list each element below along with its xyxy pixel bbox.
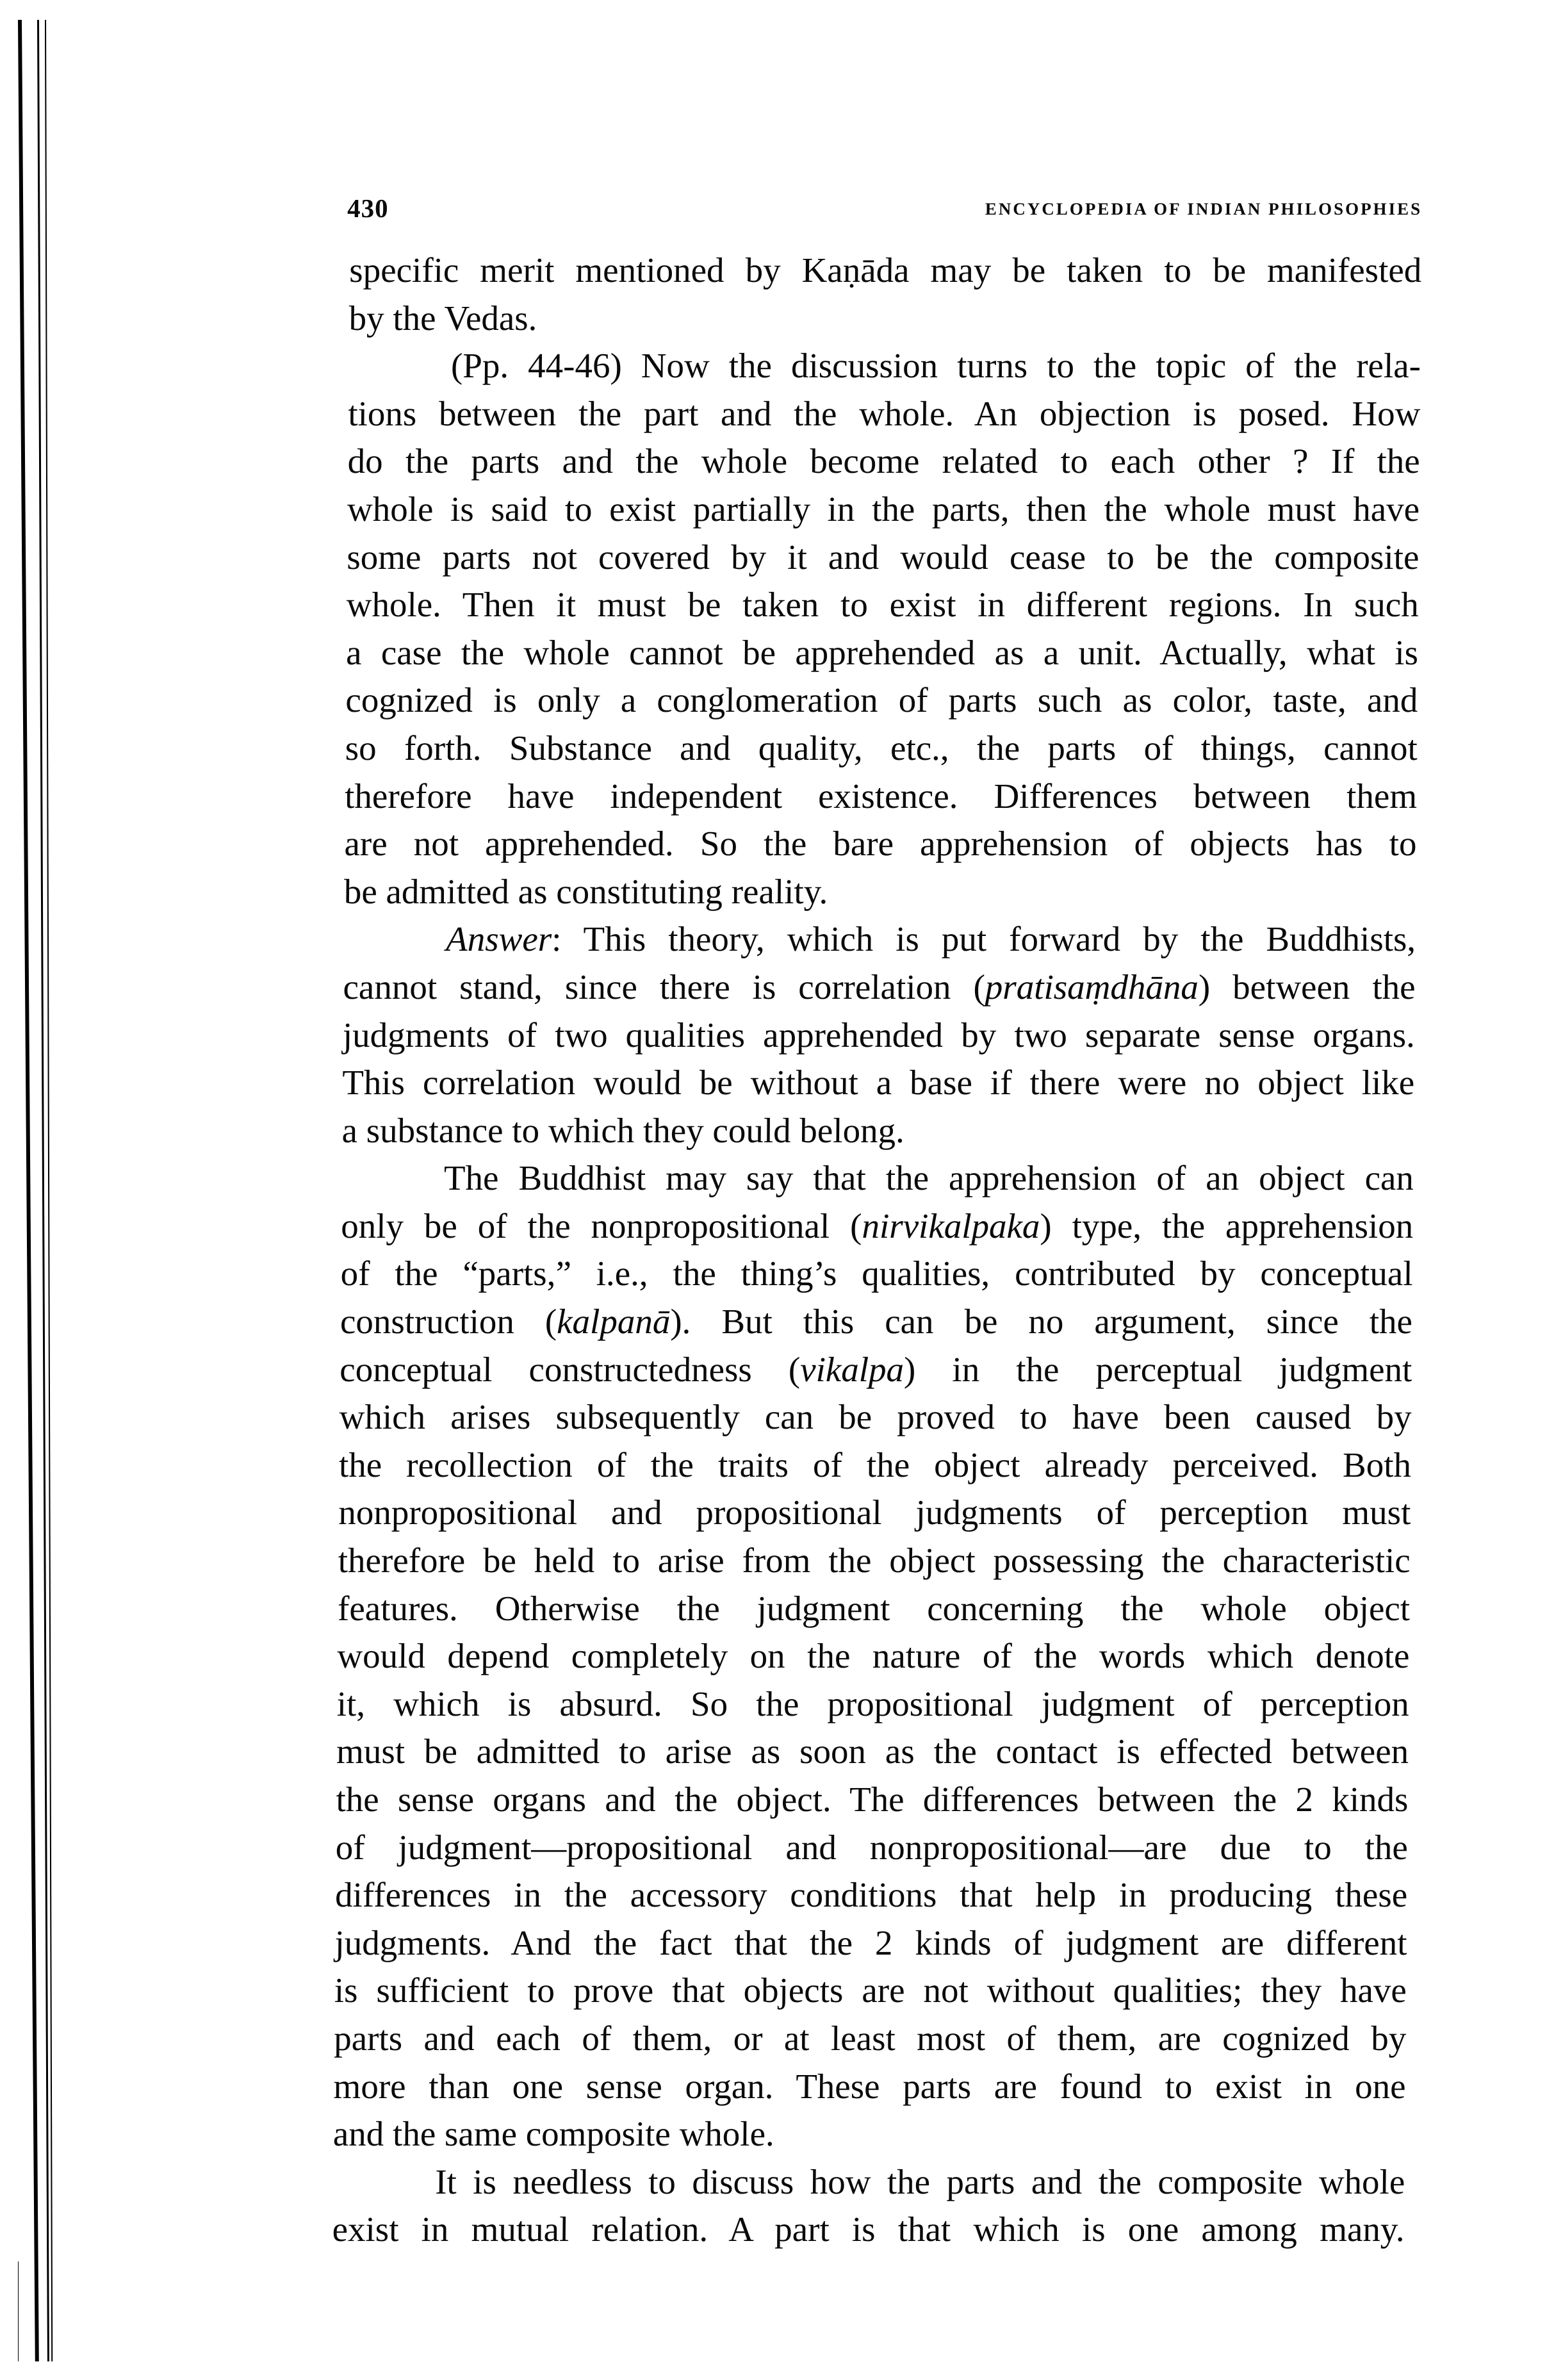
text-segment: ) between the (1198, 967, 1416, 1006)
text-line: differences in the accessory conditions that help in producing these (334, 1875, 1408, 1915)
binding-edge-line (18, 2261, 19, 2361)
italic-term: pratisaṃdhāna (985, 967, 1199, 1006)
text-segment: ) in the perceptual judgment (903, 1349, 1412, 1389)
binding-edge-line (18, 20, 39, 2361)
text-line: cognized is only a conglomeration of parts such as color, taste, and (345, 680, 1418, 720)
text-line: whole. Then it must be taken to exist in different regions. In such (346, 585, 1420, 625)
text-segment: : This theory, which is put forward by the Buddhists, (551, 919, 1416, 959)
text-line: therefore be held to arise from the object possessing the characteristic (338, 1541, 1411, 1580)
paragraph-first-line (343, 915, 1416, 964)
text-line (341, 1202, 1414, 1251)
text-line: parts and each of them, or at least most of them, are cognized by (333, 2018, 1407, 2058)
text-line (340, 1298, 1413, 1346)
text-segment: only be of the nonpropositional ( (341, 1206, 862, 1245)
text-line: specific merit mentioned by Kaṇāda may be taken to be manifested (349, 250, 1422, 290)
text-line: would depend completely on the nature of the words which denote (337, 1636, 1410, 1676)
page-number: 430 (347, 193, 389, 223)
italic-term: vikalpa (799, 1349, 904, 1389)
text-line: the recollection of the traits of the object already perceived. Both (338, 1445, 1412, 1484)
text-line: tions between the part and the whole. An objection is posed. How (348, 393, 1421, 433)
text-segment: construction ( (340, 1302, 557, 1342)
text-line: therefore have independent existence. Differences between them (344, 776, 1418, 816)
text-line: by the Vedas. (348, 298, 537, 338)
text-line: exist in mutual relation. A part is that which is one among many. (332, 2210, 1405, 2249)
text-line: be admitted as constituting reality. (343, 871, 828, 911)
text-line: it, which is absurd. So the propositional judgment of perception (336, 1684, 1410, 1723)
binding-edge-line (37, 20, 49, 2361)
text-line: more than one sense organ. These parts are found to exist in one (333, 2066, 1406, 2106)
running-head (347, 192, 1423, 224)
text-line (343, 964, 1416, 1012)
italic-term: Answer (445, 919, 552, 959)
text-segment: conceptual constructedness ( (340, 1349, 801, 1389)
paragraph-first-line: It is needless to discuss how the parts and the composite whole (435, 2162, 1405, 2201)
text-line: of the “parts,” i.e., the thing’s qualities, contributed by conceptual (340, 1254, 1413, 1293)
text-segment: ). But this can be no argument, since the (670, 1302, 1413, 1342)
text-line: which arises subsequently can be proved to have been caused by (339, 1397, 1412, 1437)
text-line: and the same composite whole. (332, 2114, 775, 2154)
text-line: a substance to which they could belong. (341, 1110, 905, 1150)
text-line: do the parts and the whole become related to each other ? If the (347, 441, 1420, 481)
text-segment: ) type, the apprehension (1040, 1206, 1414, 1245)
text-line: are not apprehended. So the bare apprehension of objects has to (344, 824, 1417, 864)
text-line: must be admitted to arise as soon as the contact is effected between (336, 1732, 1409, 1771)
paragraph-first-line: (Pp. 44-46) Now the discussion turns to the topic of the rela- (450, 346, 1421, 386)
text-line (340, 1346, 1412, 1394)
text-line: nonpropositional and propositional judgments of perception must (338, 1493, 1411, 1532)
body-text (332, 247, 1421, 2254)
text-line: is sufficient to prove that objects are not without qualities; they have (334, 1971, 1407, 2010)
text-line: so forth. Substance and quality, etc., the parts of things, cannot (345, 728, 1418, 767)
text-line: judgments of two qualities apprehended by two separate sense organs. (342, 1015, 1416, 1055)
text-line: a case the whole cannot be apprehended as a unit. Actually, what is (345, 632, 1419, 672)
text-line: some parts not covered by it and would cease to be the composite (347, 537, 1420, 577)
italic-term: nirvikalpaka (862, 1206, 1040, 1245)
text-line: judgments. And the fact that the 2 kinds of judgment are different (334, 1923, 1407, 1962)
text-line: of judgment—propositional and nonpropositional—are due to the (335, 1827, 1409, 1867)
text-segment: cannot stand, since there is correlation ( (343, 967, 986, 1006)
running-title: ENCYCLOPEDIA OF INDIAN PHILOSOPHIES (985, 199, 1423, 218)
text-line: the sense organs and the object. The differences between the 2 kinds (336, 1780, 1409, 1819)
text-line: whole is said to exist partially in the parts, then the whole must have (347, 489, 1420, 529)
text-line: features. Otherwise the judgment concerning the whole object (337, 1588, 1411, 1628)
text-line: This correlation would be without a base if there were no object like (341, 1063, 1415, 1103)
book-page (331, 0, 1424, 2380)
italic-term: kalpanā (556, 1302, 671, 1342)
paragraph-first-line: The Buddhist may say that the apprehension of an object can (443, 1158, 1414, 1198)
